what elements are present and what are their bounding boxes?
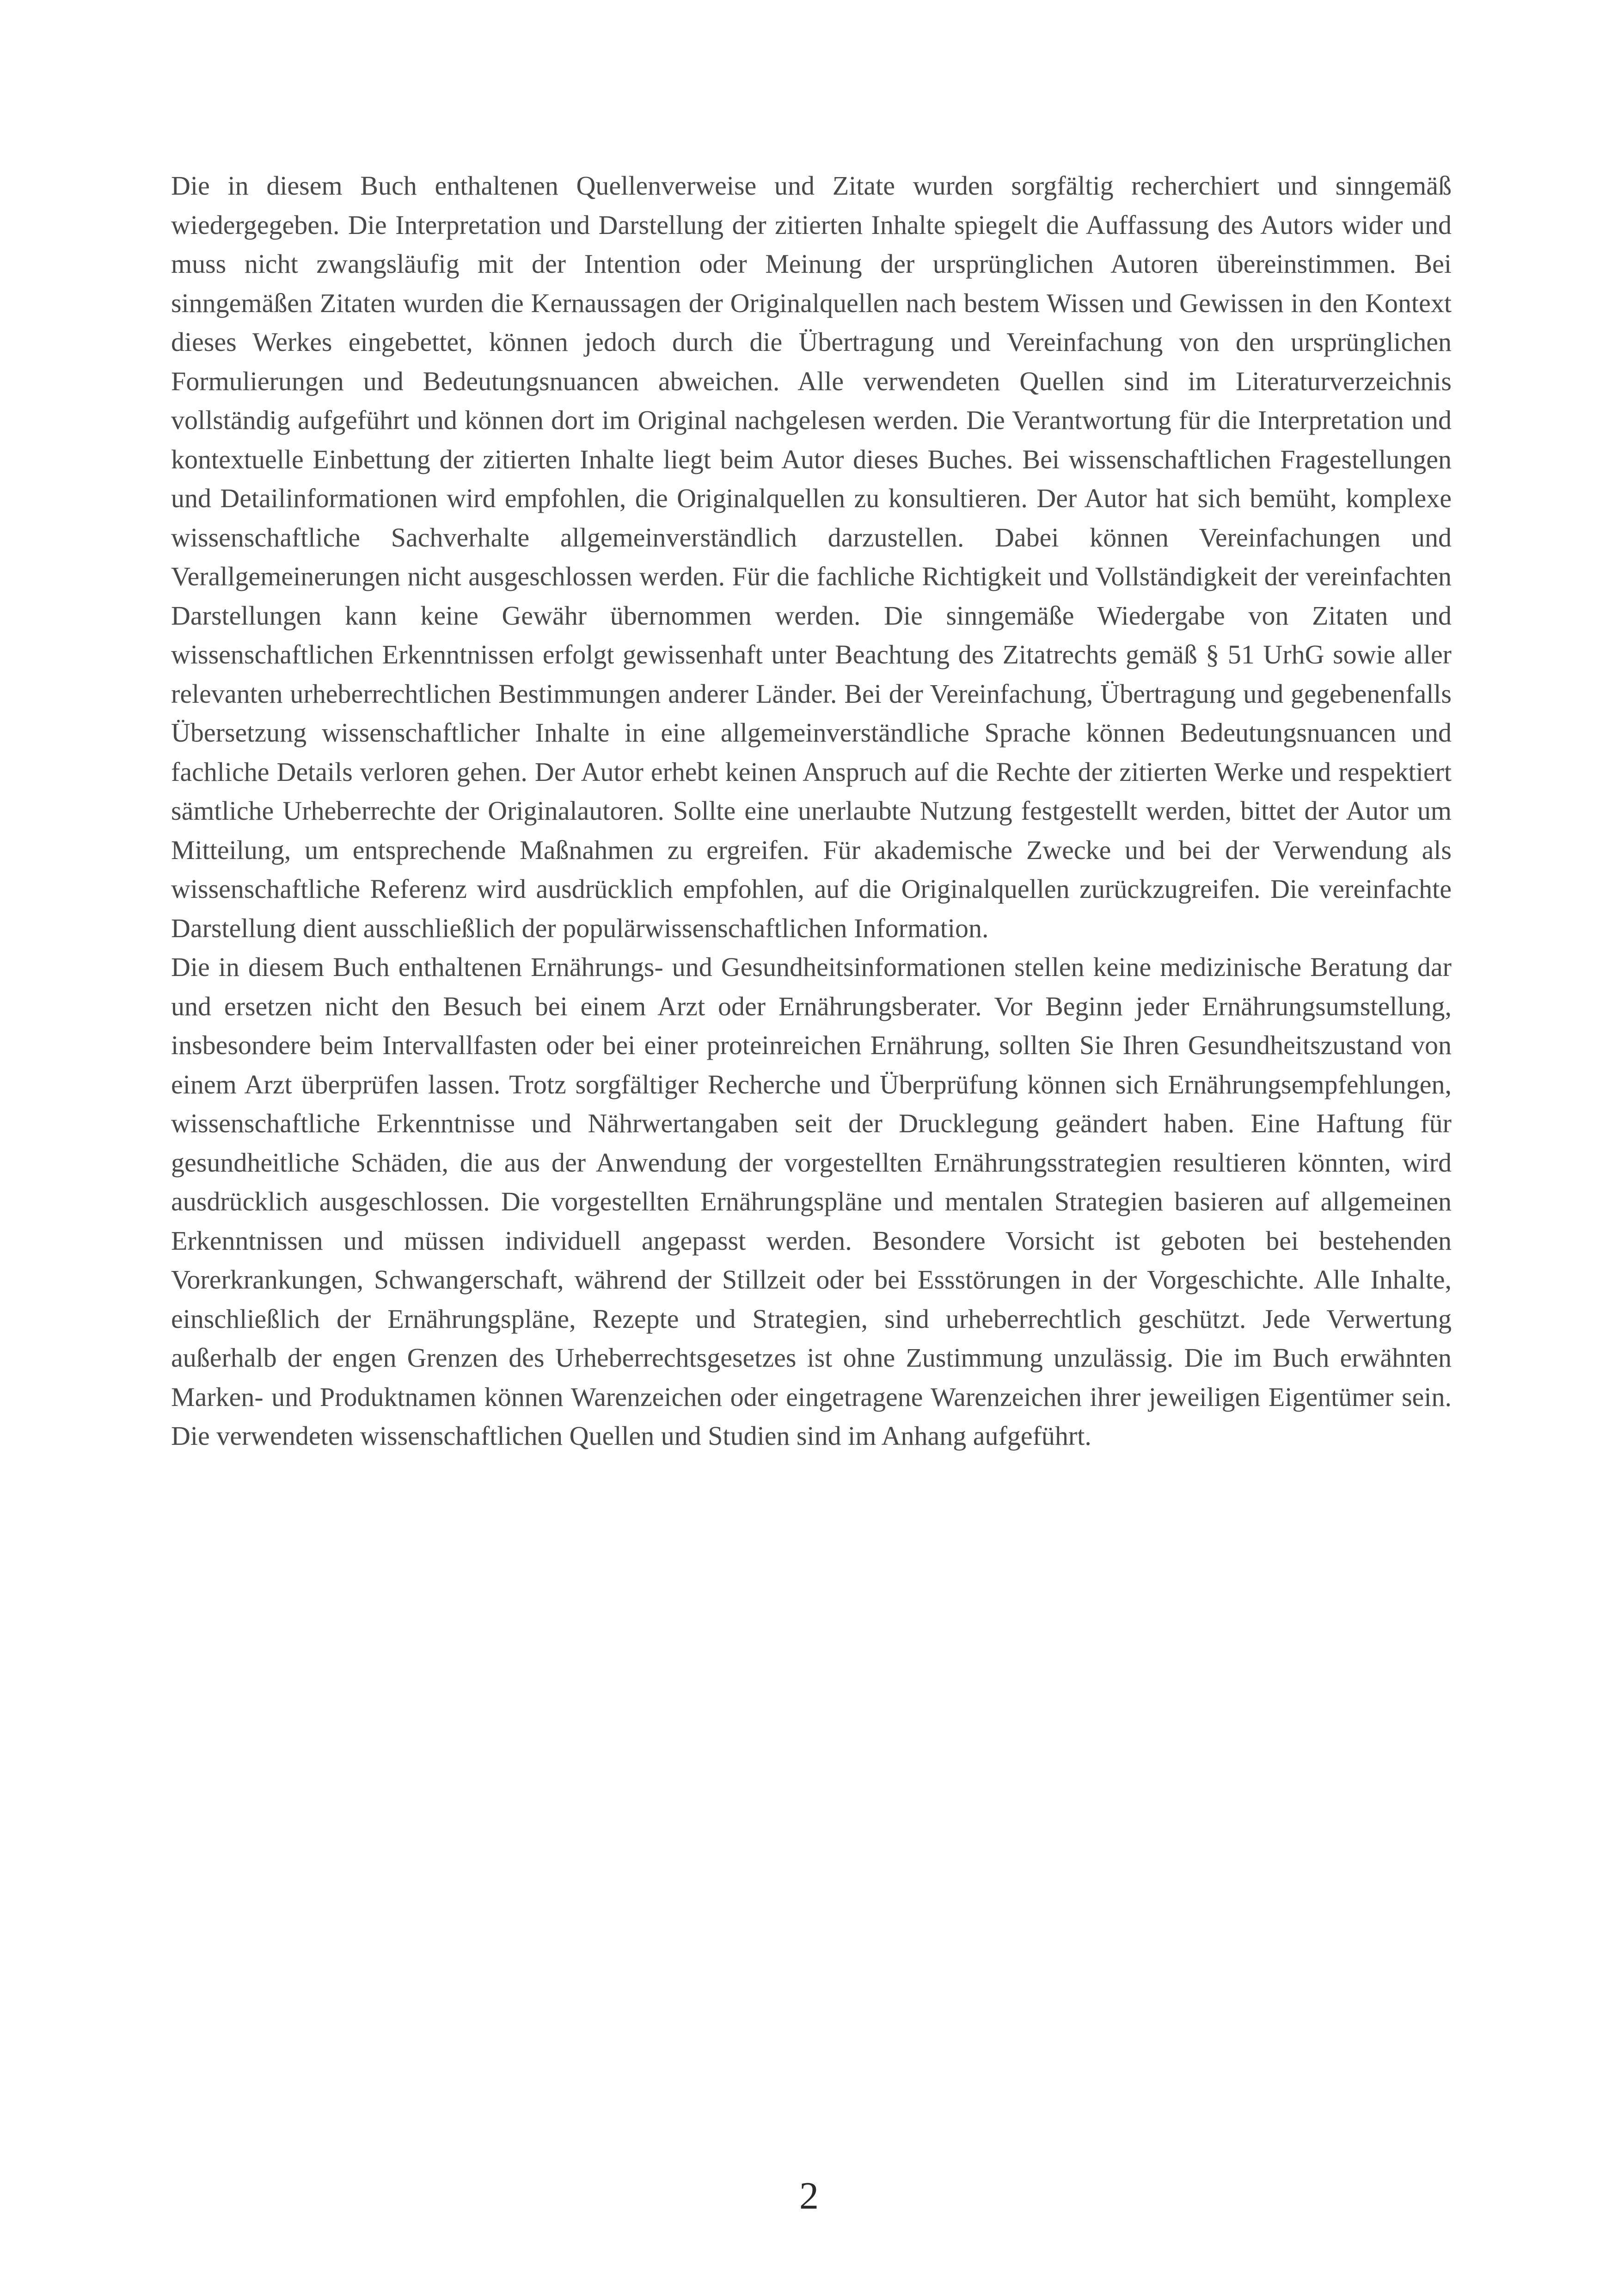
paragraph-health-disclaimer: Die in diesem Buch enthaltenen Ernährungs- und Gesundheitsinformationen stellen keine medizinische Beratung dar und ersetzen nicht den Besuch bei einem Arzt oder Ernährungsberater. Vor Beginn jeder Ernährungsumstellung, insbesondere beim Intervallfasten oder bei einer proteinreichen Ernährung, sollten Sie Ihren Gesundheitszustand von einem Arzt überprüfen lassen. Trotz sorgfältiger Recherche und Überprüfung können sich Ernährungsempfehlungen, wissenschaftliche Erkenntnisse und Nährwertangaben seit der Drucklegung geändert haben. Eine Haftung für gesundheitliche Schäden, die aus der Anwendung der vorgestellten Ernährungsstrategien resultieren könnten, wird ausdrücklich ausgeschlossen. Die vorgestellten Ernährungspläne und mentalen Strategien basieren auf allgemeinen Erkenntnissen und müssen individuell angepasst werden. Besondere Vorsicht ist geboten bei bestehenden Vorerkrankungen, Schwangerschaft, während der Stillzeit oder bei Essstörungen in der Vorgeschichte. Alle Inhalte, einschließlich der Ernährungspläne, Rezepte und Strategien, sind urheberrechtlich geschützt. Jede Verwertung außerhalb der engen Grenzen des Urheberrechtsgesetzes ist ohne Zustimmung unzulässig. Die im Buch erwähnten Marken- und Produktnamen können Warenzeichen oder eingetragene Warenzeichen ihrer jeweiligen Eigentümer sein. Die verwendeten wissenschaftlichen Quellen und Studien sind im Anhang aufgeführt. bbox=[171, 952, 1452, 1451]
page-body bbox=[171, 166, 1452, 1456]
page-number: 2 bbox=[799, 2174, 819, 2217]
paragraph-sources-disclaimer: Die in diesem Buch enthaltenen Quellenverweise und Zitate wurden sorgfältig recherchiert und sinngemäß wiedergegeben. Die Interpretation und Darstellung der zitierten Inhalte spiegelt die Auffassung des Autors wider und muss nicht zwangsläufig mit der Intention oder Meinung der ursprünglichen Autoren übereinstimmen. Bei sinngemäßen Zitaten wurden die Kernaussagen der Originalquellen nach bestem Wissen und Gewissen in den Kontext dieses Werkes eingebettet, können jedoch durch die Übertragung und Vereinfachung von den ursprünglichen Formulierungen und Bedeutungsnuancen abweichen. Alle verwendeten Quellen sind im Literaturverzeichnis vollständig aufgeführt und können dort im Original nachgelesen werden. Die Verantwortung für die Interpretation und kontextuelle Einbettung der zitierten Inhalte liegt beim Autor dieses Buches. Bei wissenschaftlichen Fragestellungen und Detailinformationen wird empfohlen, die Originalquellen zu konsultieren. Der Autor hat sich bemüht, komplexe wissenschaftliche Sachverhalte allgemeinverständlich darzustellen. Dabei können Vereinfachungen und Verallgemeinerungen nicht ausgeschlossen werden. Für die fachliche Richtigkeit und Vollständigkeit der vereinfachten Darstellungen kann keine Gewähr übernommen werden. Die sinngemäße Wiedergabe von Zitaten und wissenschaftlichen Erkenntnissen erfolgt gewissenhaft unter Beachtung des Zitatrechts gemäß § 51 UrhG sowie aller relevanten urheberrechtlichen Bestimmungen anderer Länder. Bei der Vereinfachung, Übertragung und gegebenenfalls Übersetzung wissenschaftlicher Inhalte in eine allgemeinverständliche Sprache können Bedeutungsnuancen und fachliche Details verloren gehen. Der Autor erhebt keinen Anspruch auf die Rechte der zitierten Werke und respektiert sämtliche Urheberrechte der Originalautoren. Sollte eine unerlaubte Nutzung festgestellt werden, bittet der Autor um Mitteilung, um entsprechende Maßnahmen zu ergreifen. Für akademische Zwecke und bei der Verwendung als wissenschaftliche Referenz wird ausdrücklich empfohlen, auf die Originalquellen zurückzugreifen. Die vereinfachte Darstellung dient ausschließlich der populärwissenschaftlichen Information. bbox=[171, 171, 1452, 943]
